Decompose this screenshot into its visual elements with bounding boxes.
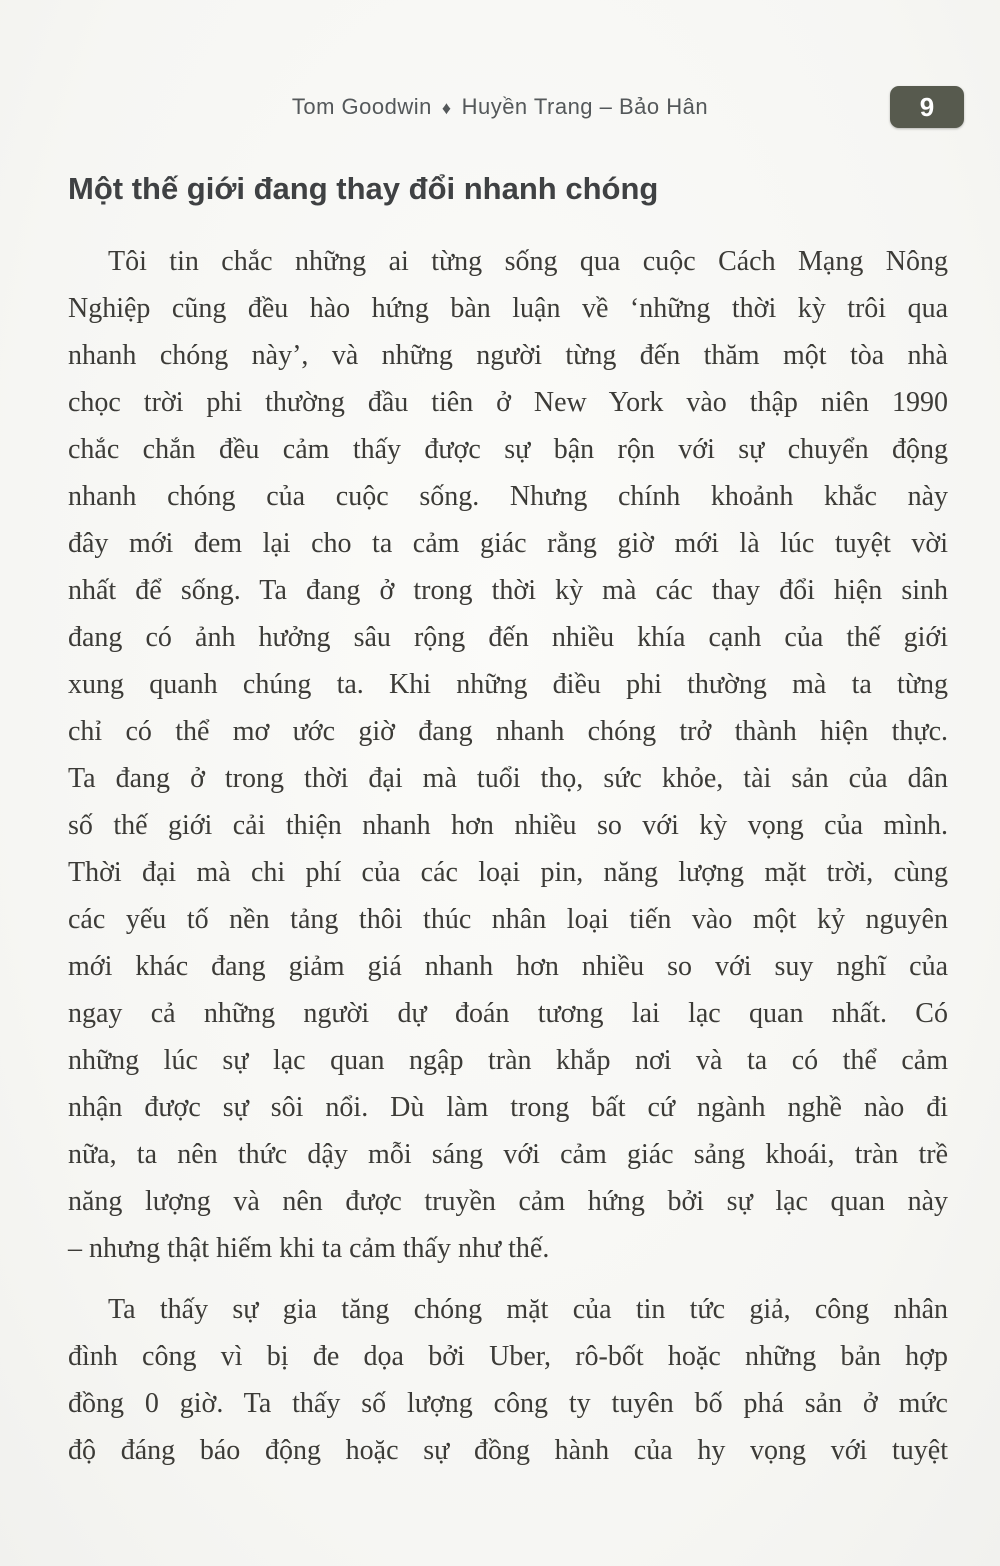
page-content bbox=[68, 168, 948, 1474]
running-title bbox=[0, 86, 1000, 129]
text-line: Nghiệp cũng đều hào hứng bàn luận về ‘những thời kỳ trôi qua bbox=[68, 293, 948, 324]
page-header bbox=[0, 86, 1000, 128]
text-line: nhanh chóng của cuộc sống. Nhưng chính khoảnh khắc này bbox=[68, 481, 948, 512]
body-text bbox=[68, 238, 948, 1474]
text-line: năng lượng và nên được truyền cảm hứng bởi sự lạc quan này bbox=[68, 1186, 948, 1217]
text-line: nhất để sống. Ta đang ở trong thời kỳ mà các thay đổi hiện sinh bbox=[68, 575, 948, 606]
text-line: – nhưng thật hiếm khi ta cảm thấy như thế. bbox=[68, 1233, 550, 1264]
text-line: các yếu tố nền tảng thôi thúc nhân loại tiến vào một kỷ nguyên bbox=[68, 904, 948, 935]
text-line: chọc trời phi thường đầu tiên ở New York vào thập niên 1990 bbox=[68, 387, 948, 418]
text-line: số thế giới cải thiện nhanh hơn nhiều so với kỳ vọng của mình. bbox=[68, 810, 948, 841]
author-name: Tom Goodwin bbox=[291, 94, 432, 119]
text-line: mới khác đang giảm giá nhanh hơn nhiều so với suy nghĩ của bbox=[68, 951, 948, 982]
text-line: đang có ảnh hưởng sâu rộng đến nhiều khía cạnh của thế giới bbox=[68, 622, 948, 653]
text-line: độ đáng báo động hoặc sự đồng hành của hy vọng với tuyệt bbox=[68, 1435, 948, 1466]
text-line: đồng 0 giờ. Ta thấy số lượng công ty tuyên bố phá sản ở mức bbox=[68, 1388, 948, 1419]
text-line: nhận được sự sôi nổi. Dù làm trong bất cứ ngành nghề nào đi bbox=[68, 1092, 948, 1123]
text-line: ngay cả những người dự đoán tương lai lạc quan nhất. Có bbox=[68, 998, 948, 1029]
text-line: xung quanh chúng ta. Khi những điều phi thường mà ta từng bbox=[68, 669, 948, 700]
text-line: Ta thấy sự gia tăng chóng mặt của tin tức giả, công nhân bbox=[108, 1294, 948, 1325]
paragraph bbox=[68, 238, 948, 1272]
section-heading: Một thế giới đang thay đổi nhanh chóng bbox=[68, 171, 659, 206]
text-line: Thời đại mà chi phí của các loại pin, năng lượng mặt trời, cùng bbox=[68, 857, 948, 888]
text-line: chỉ có thể mơ ước giờ đang nhanh chóng trở thành hiện thực. bbox=[68, 716, 948, 747]
text-line: Ta đang ở trong thời đại mà tuổi thọ, sức khỏe, tài sản của dân bbox=[68, 763, 948, 794]
paragraph bbox=[68, 1286, 948, 1474]
text-line: nữa, ta nên thức dậy mỗi sáng với cảm giác sảng khoái, tràn trề bbox=[68, 1139, 948, 1170]
page-number-badge: 9 bbox=[890, 86, 964, 128]
text-line: chắc chắn đều cảm thấy được sự bận rộn với sự chuyển động bbox=[68, 434, 948, 465]
text-line: đình công vì bị đe dọa bởi Uber, rô-bốt hoặc những bản hợp bbox=[68, 1341, 948, 1372]
text-line: những lúc sự lạc quan ngập tràn khắp nơi và ta có thể cảm bbox=[68, 1045, 948, 1076]
text-line: nhanh chóng này’, và những người từng đến thăm một tòa nhà bbox=[68, 340, 948, 371]
diamond-separator-icon: ♦ bbox=[441, 98, 452, 118]
text-line: đây mới đem lại cho ta cảm giác rằng giờ mới là lúc tuyệt vời bbox=[68, 528, 948, 559]
translator-names: Huyền Trang – Bảo Hân bbox=[461, 94, 709, 119]
text-line: Tôi tin chắc những ai từng sống qua cuộc Cách Mạng Nông bbox=[108, 246, 948, 277]
